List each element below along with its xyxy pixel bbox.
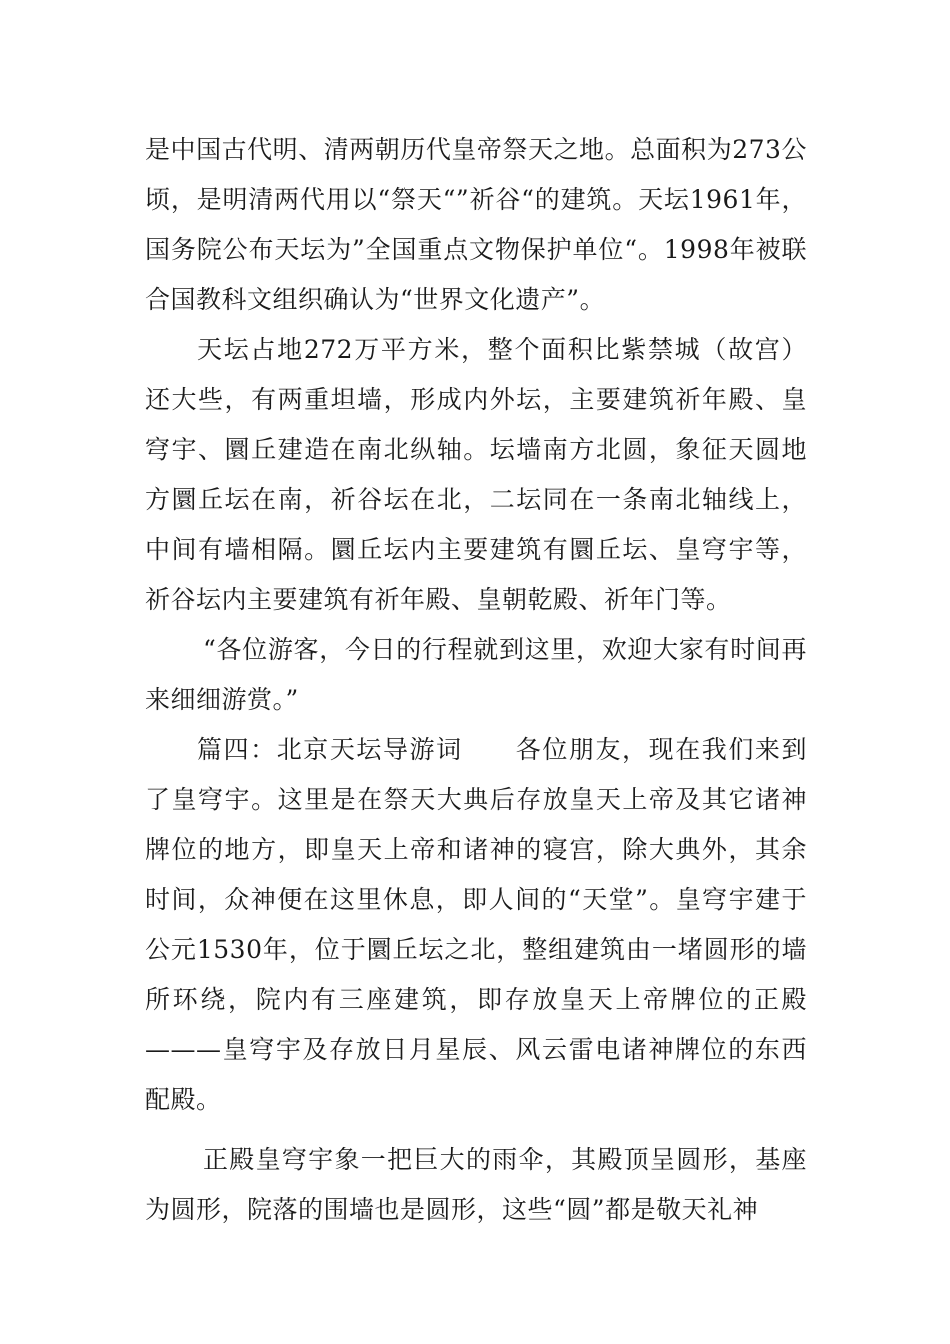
section-heading: 篇四：北京天坛导游词 — [197, 735, 463, 764]
paragraph-text: 正殿皇穹宇象一把巨大的雨伞，其殿顶呈圆形，基座为圆形，院落的围墙也是圆形，这些“圆”都是敬天礼神 — [145, 1145, 807, 1224]
paragraph-area — [145, 325, 807, 625]
paragraph-text: “各位游客，今日的行程就到这里，欢迎大家有时间再来细细游赏。” — [145, 635, 807, 714]
paragraph-farewell — [145, 625, 807, 725]
paragraph-intro — [145, 125, 807, 325]
paragraph-main-hall — [145, 1135, 807, 1235]
paragraph-text: 是中国古代明、清两朝历代皇帝祭天之地。总面积为273公顷，是明清两代用以“祭天“”祈谷“的建筑。天坛1961年，国务院公布天坛为”全国重点文物保护单位“。1998年被联合国教科文组织确认为“世界文化遗产”。 — [145, 135, 807, 314]
document-body — [145, 125, 807, 1235]
paragraph-text: 天坛占地272万平方米，整个面积比紫禁城（故宫）还大些，有两重坦墙，形成内外坛，主要建筑祈年殿、皇穹宇、圜丘建造在南北纵轴。坛墙南方北圆，象征天圆地方圜丘坛在南，祈谷坛在北，二坛同在一条南北轴线上，中间有墙相隔。圜丘坛内主要建筑有圜丘坛、皇穹宇等，祈谷坛内主要建筑有祈年殿、皇朝乾殿、祈年门等。 — [145, 335, 807, 614]
paragraph-text: 各位朋友，现在我们来到了皇穹宇。这里是在祭天大典后存放皇天上帝及其它诸神牌位的地方，即皇天上帝和诸神的寝宫，除大典外，其余时间，众神便在这里休息，即人间的“天堂”。皇穹宇建于公元1530年，位于圜丘坛之北，整组建筑由一堵圆形的墙所环绕，院内有三座建筑，即存放皇天上帝牌位的正殿———皇穹宇及存放日月星辰、风云雷电诸神牌位的东西配殿。 — [145, 735, 807, 1114]
paragraph-section-four — [145, 725, 807, 1125]
